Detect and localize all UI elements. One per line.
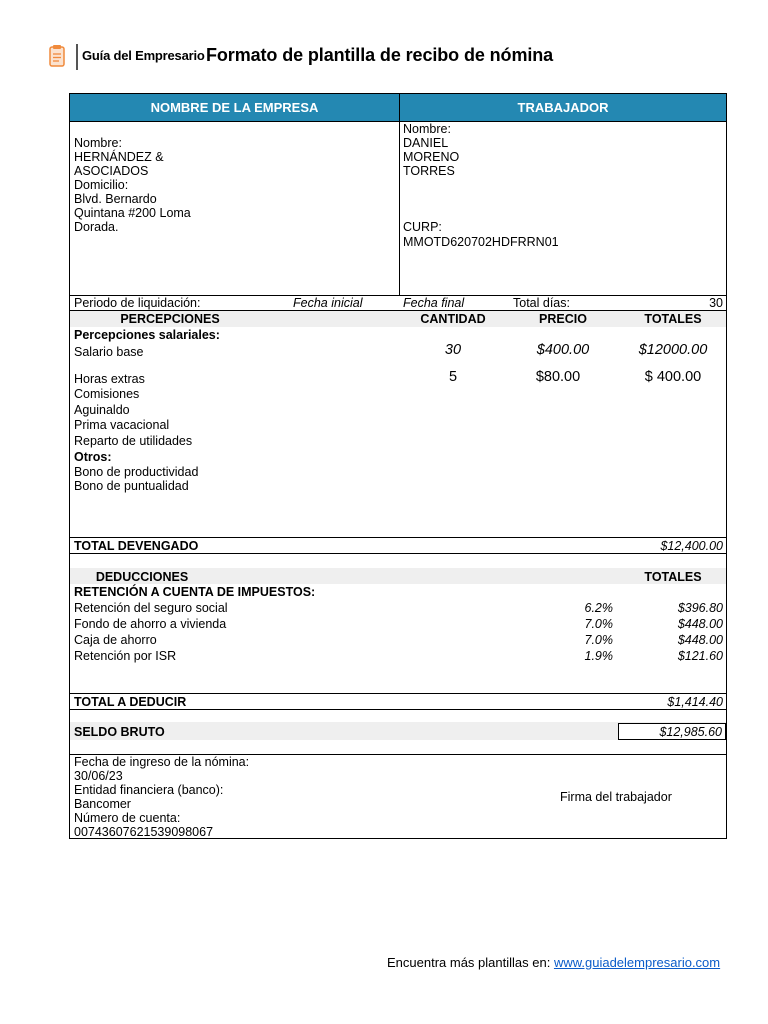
account-label: Número de cuenta: (74, 811, 181, 825)
deduction-label: Retención por ISR (74, 649, 177, 663)
worker-name-line: TORRES (403, 164, 455, 178)
worker-name-line: MORENO (403, 150, 460, 164)
company-address-line: Dorada. (74, 220, 119, 234)
payroll-date: 30/06/23 (74, 769, 123, 783)
deductions-heading: DEDUCCIONES (95, 570, 189, 584)
page-title: Formato de plantilla de recibo de nómina (206, 45, 554, 65)
company-name-label: Nombre: (74, 136, 122, 150)
company-name-line: ASOCIADOS (74, 164, 149, 178)
perceptions-heading: PERCEPCIONES (120, 312, 220, 326)
deductions-col-totals: TOTALES (644, 570, 702, 584)
col-price: PRECIO (539, 312, 587, 326)
divider (69, 709, 727, 710)
worker-heading: TRABAJADOR (400, 94, 726, 121)
worker-name-line: DANIEL (403, 136, 449, 150)
curp-label: CURP: (403, 220, 442, 234)
deduction-amount: $396.80 (677, 601, 723, 615)
deduction-label: Fondo de ahorro a vivienda (74, 617, 227, 631)
col-quantity: CANTIDAD (420, 312, 486, 326)
gross-label: SELDO BRUTO (74, 725, 165, 739)
total-deduct-label: TOTAL A DEDUCIR (74, 695, 187, 709)
perception-item: Reparto de utilidades (74, 434, 193, 448)
perception-qty: 5 (448, 369, 458, 385)
payroll-date-label: Fecha de ingreso de la nómina: (74, 755, 250, 769)
tax-retention-heading: RETENCIÓN A CUENTA DE IMPUESTOS: (74, 585, 316, 599)
divider (69, 537, 727, 538)
footer (387, 955, 720, 970)
total-earned-label: TOTAL DEVENGADO (74, 539, 199, 553)
company-name-line: HERNÁNDEZ & (74, 150, 164, 164)
perception-label: Salario base (74, 345, 144, 359)
header-separator (76, 44, 78, 70)
period-start: Fecha inicial (293, 296, 363, 310)
deduction-pct: 7.0% (584, 633, 613, 647)
other-item: Bono de productividad (74, 465, 199, 479)
total-earned-value: $12,400.00 (660, 539, 723, 553)
curp-value: MMOTD620702HDFRRN01 (403, 235, 559, 249)
company-heading: NOMBRE DE LA EMPRESA (70, 94, 399, 121)
perception-item: Comisiones (74, 387, 140, 401)
worker-name-label: Nombre: (403, 122, 451, 136)
divider (69, 121, 727, 122)
deduction-label: Caja de ahorro (74, 633, 157, 647)
other-item: Bono de puntualidad (74, 479, 189, 493)
salary-heading: Percepciones salariales: (74, 328, 220, 342)
company-address-line: Quintana #200 Loma (74, 206, 191, 220)
worker-signature-label: Firma del trabajador (560, 790, 672, 804)
bank-label: Entidad financiera (banco): (74, 783, 224, 797)
perception-price: $400.00 (536, 342, 590, 358)
period-days-label: Total días: (513, 296, 570, 310)
deduction-pct: 6.2% (584, 601, 613, 615)
deduction-pct: 7.0% (584, 617, 613, 631)
column-divider (399, 94, 400, 296)
company-address-line: Blvd. Bernardo (74, 192, 157, 206)
footer-link[interactable]: www.guiadelempresario.com (553, 955, 721, 970)
footer-text: Encuentra más plantillas en: (387, 955, 551, 970)
company-address-label: Domicilio: (74, 178, 129, 192)
perception-total: $ 400.00 (644, 369, 702, 385)
other-heading: Otros: (74, 450, 112, 464)
col-totals: TOTALES (644, 312, 702, 326)
deduction-pct: 1.9% (584, 649, 613, 663)
divider (69, 553, 727, 554)
period-days: 30 (709, 296, 723, 310)
period-end: Fecha final (403, 296, 465, 310)
deduction-amount: $448.00 (677, 617, 723, 631)
deduction-amount: $448.00 (677, 633, 723, 647)
total-deduct-value: $1,414.40 (667, 695, 723, 709)
perception-item: Aguinaldo (74, 403, 130, 417)
perception-price: $80.00 (535, 369, 581, 385)
divider (69, 693, 727, 694)
perception-qty: 30 (444, 342, 462, 358)
perception-item: Prima vacacional (74, 418, 170, 432)
deduction-label: Retención del seguro social (74, 601, 228, 615)
deduction-amount: $121.60 (677, 649, 723, 663)
brand-name: Guía del Empresario (82, 48, 205, 63)
account-number: 00743607621539098067 (74, 825, 214, 839)
period-label: Periodo de liquidación: (74, 296, 201, 310)
perception-label: Horas extras (74, 372, 145, 386)
document-icon (49, 44, 67, 68)
gross-value: $12,985.60 (659, 725, 722, 739)
perception-total: $12000.00 (638, 342, 708, 358)
bank-name: Bancomer (74, 797, 131, 811)
